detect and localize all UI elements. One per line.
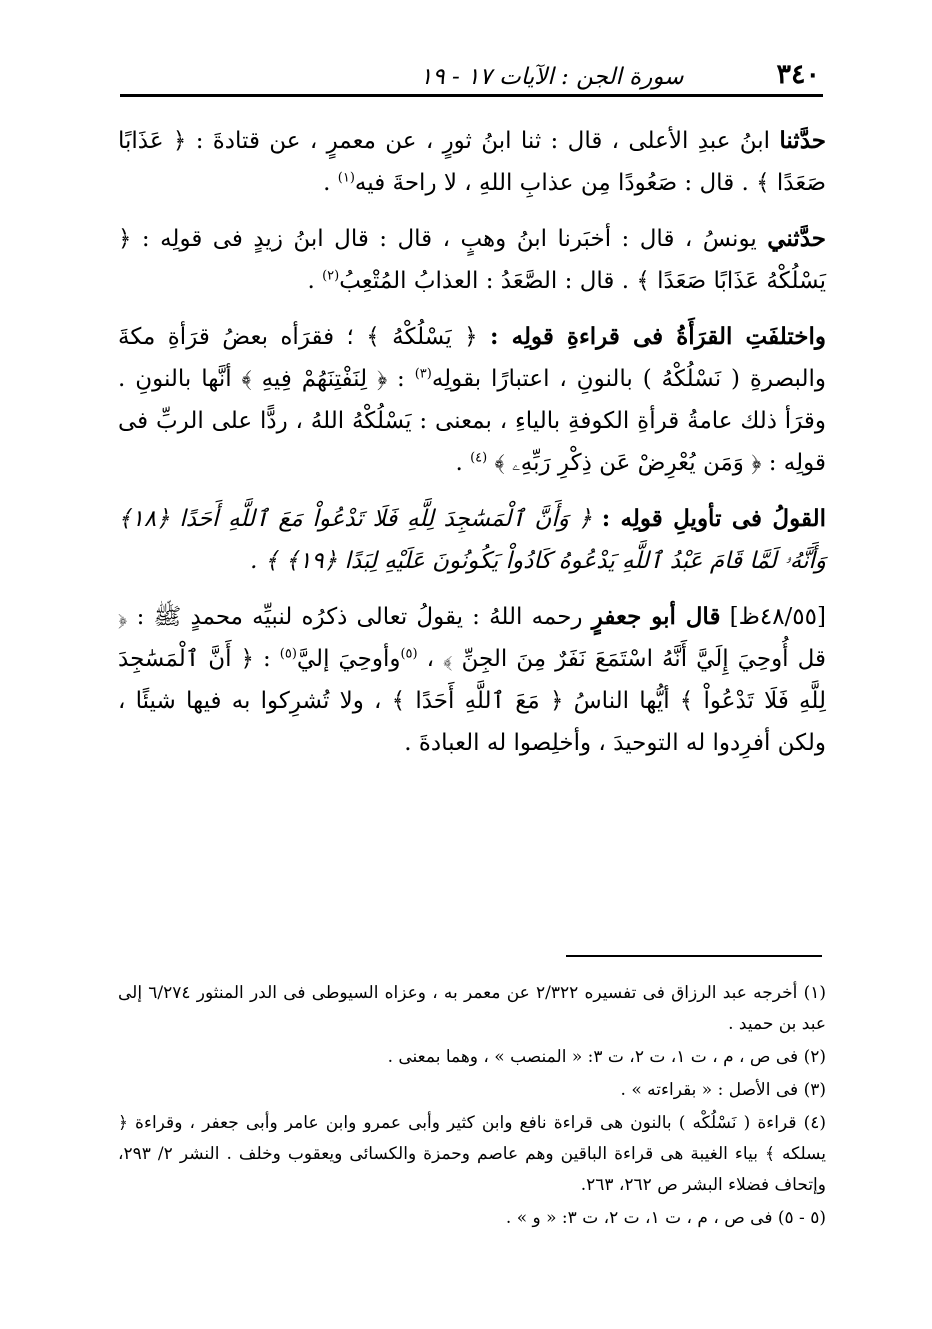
paragraph-lead: واختلفَتِ القرَأَةُ فى قراءةِ قولِه : (490, 323, 827, 350)
paragraph-lead: القولُ فى تأويلِ قولِه : (601, 505, 826, 532)
paragraph-tail: . (323, 170, 338, 196)
footnote-ref: (٥) (279, 646, 297, 662)
paragraph-text: ابنُ عبدِ الأعلى ، قال : ثنا ابنُ ثورٍ ، عن معمرٍ ، عن قتادةَ : ﴿ عَذَابًا صَعَدًا ﴾ . قال : صَعُودًا مِن عذابِ اللهِ ، لا راحةَ فيه (118, 128, 826, 196)
paragraph-text: ﴿ يَسْلُكْهُ ﴾ ؛ فقرَأه بعضُ قرَأةِ مكةَ والبصرةِ ( نَسْلُكْهُ ) بالنونِ ، اعتبارًا بقولِه (118, 324, 826, 392)
page-number: ٣٤٠ (776, 59, 820, 90)
paragraph-lead: حدَّثني (767, 225, 826, 252)
footnote-5: (٥ - ٥) فى ص ، م ، ت ١، ت ٢، ت ٣: « و » . (505, 1208, 826, 1228)
paragraph-text: رحمه اللهُ : يقولُ تعالى ذكرُه لنبيِّه محمدٍ ﷺ : ﴿ قل أُوحِيَ إِلَيَّ أَنَّهُ اسْتَمَعَ نَفَرٌ مِنَ الجِنِّ ﴾ ، (118, 604, 826, 672)
paragraph-lead: قال أبو جعفرٍ (591, 603, 721, 630)
footnote-1: (١) أخرجه عبد الرزاق فى تفسيره ٢/٣٢٢ عن معمر به ، وعزاه السيوطى فى الدر المنثور ٦/٢٧٤ إلى عبد بن حميد . (118, 983, 827, 1034)
paragraph-lead: حدَّثنا (779, 127, 826, 154)
footnotes (118, 978, 826, 1236)
footnote-ref: (٥) (400, 646, 418, 662)
paragraph-5 (118, 596, 826, 764)
paragraph-1 (118, 120, 826, 204)
footnote-2: (٢) فى ص ، م ، ت ١، ت ٢، ت ٣: « المنصب » ، وهما بمعنى . (387, 1047, 826, 1067)
manuscript-folio-ref: [٤٨/٥٥ظ] (720, 604, 826, 630)
footnote-4: (٤) قراءة ( نَسْلُكْه ) بالنون هى قراءة نافع وابن كثير وأبى عمرو وابن عامر وأبى جعفر ، وقراءة ﴿ يسلكه ﴾ بياء الغيبة هى قراءة الباقين وهم عاصم وحمزة والكسائى ويعقوب وخلف . النشر ٢/ ٢٩٣، وإتحاف فضلاء البشر ص ٢٦٢، ٢٦٣. (118, 1113, 826, 1195)
footnote-3: (٣) فى الأصل : « بقراءته » . (620, 1080, 826, 1100)
quran-verse: ﴿ وَأَنَّ ٱلْمَسَٰجِدَ لِلَّهِ فَلَا تَدْعُواْ مَعَ ٱللَّهِ أَحَدًا ﴿١٨﴾ وَأَنَّهُۥ لَمَّا قَامَ عَبْدُ ٱللَّهِ يَدْعُوهُ كَادُواْ يَكُونُونَ عَلَيْهِ لِبَدًا ﴿١٩﴾ ﴾ . (118, 506, 826, 574)
paragraph-2 (118, 218, 826, 302)
paragraph-tail: : ﴿ لِنَفْتِنَهُمْ فِيهِ ﴾ أنَّها بالنونِ . وقرَأ ذلك عامةُ قرأةِ الكوفةِ بالياءِ ، بمعنى : يَسْلُكْهُ اللهُ ، ردًّا على الربِّ فى قولِه : ﴿ وَمَن يُعْرِضْ عَن ذِكْرِ رَبِّهِۦ ﴾ (118, 366, 826, 476)
header-divider (120, 94, 823, 97)
paragraph-3 (118, 316, 826, 484)
paragraph-tail: . (307, 268, 323, 294)
footnote-ref: (٤) (470, 450, 488, 466)
footnote-ref: (٣) (414, 366, 432, 382)
paragraph-text: يونسُ ، قال : أخبَرنا ابنُ وهبٍ ، قال : قال ابنُ زيدٍ فى قولِه : ﴿ يَسْلُكْهُ عَذَابًا صَعَدًا ﴾ . قال : الصَّعَدُ : العذابُ المُتْعِبُ (118, 226, 826, 294)
footnote-divider (566, 955, 822, 957)
paragraph-tail: وأوحِيَ إليَّ (296, 646, 401, 672)
paragraph-tail: . (455, 450, 471, 476)
footnote-ref: (١) (337, 170, 355, 186)
running-title: سورة الجن : الآيات ١٧ - ١٩ (420, 64, 684, 90)
page-header (120, 44, 820, 90)
paragraph-4 (118, 498, 826, 582)
main-text (118, 120, 826, 778)
paragraph-tail: : ﴿ أَنَّ ٱلْمَسَٰجِدَ لِلَّهِ فَلَا تَدْعُواْ ﴾ أيُّها الناسُ ﴿ مَعَ ٱللَّهِ أَحَدًا ﴾ ، ولا تُشرِكوا به فيها شيئًا ، ولكن أفرِدوا له التوحيدَ ، وأخلِصوا له العبادةَ . (118, 646, 826, 756)
footnote-ref: (٢) (322, 268, 340, 284)
